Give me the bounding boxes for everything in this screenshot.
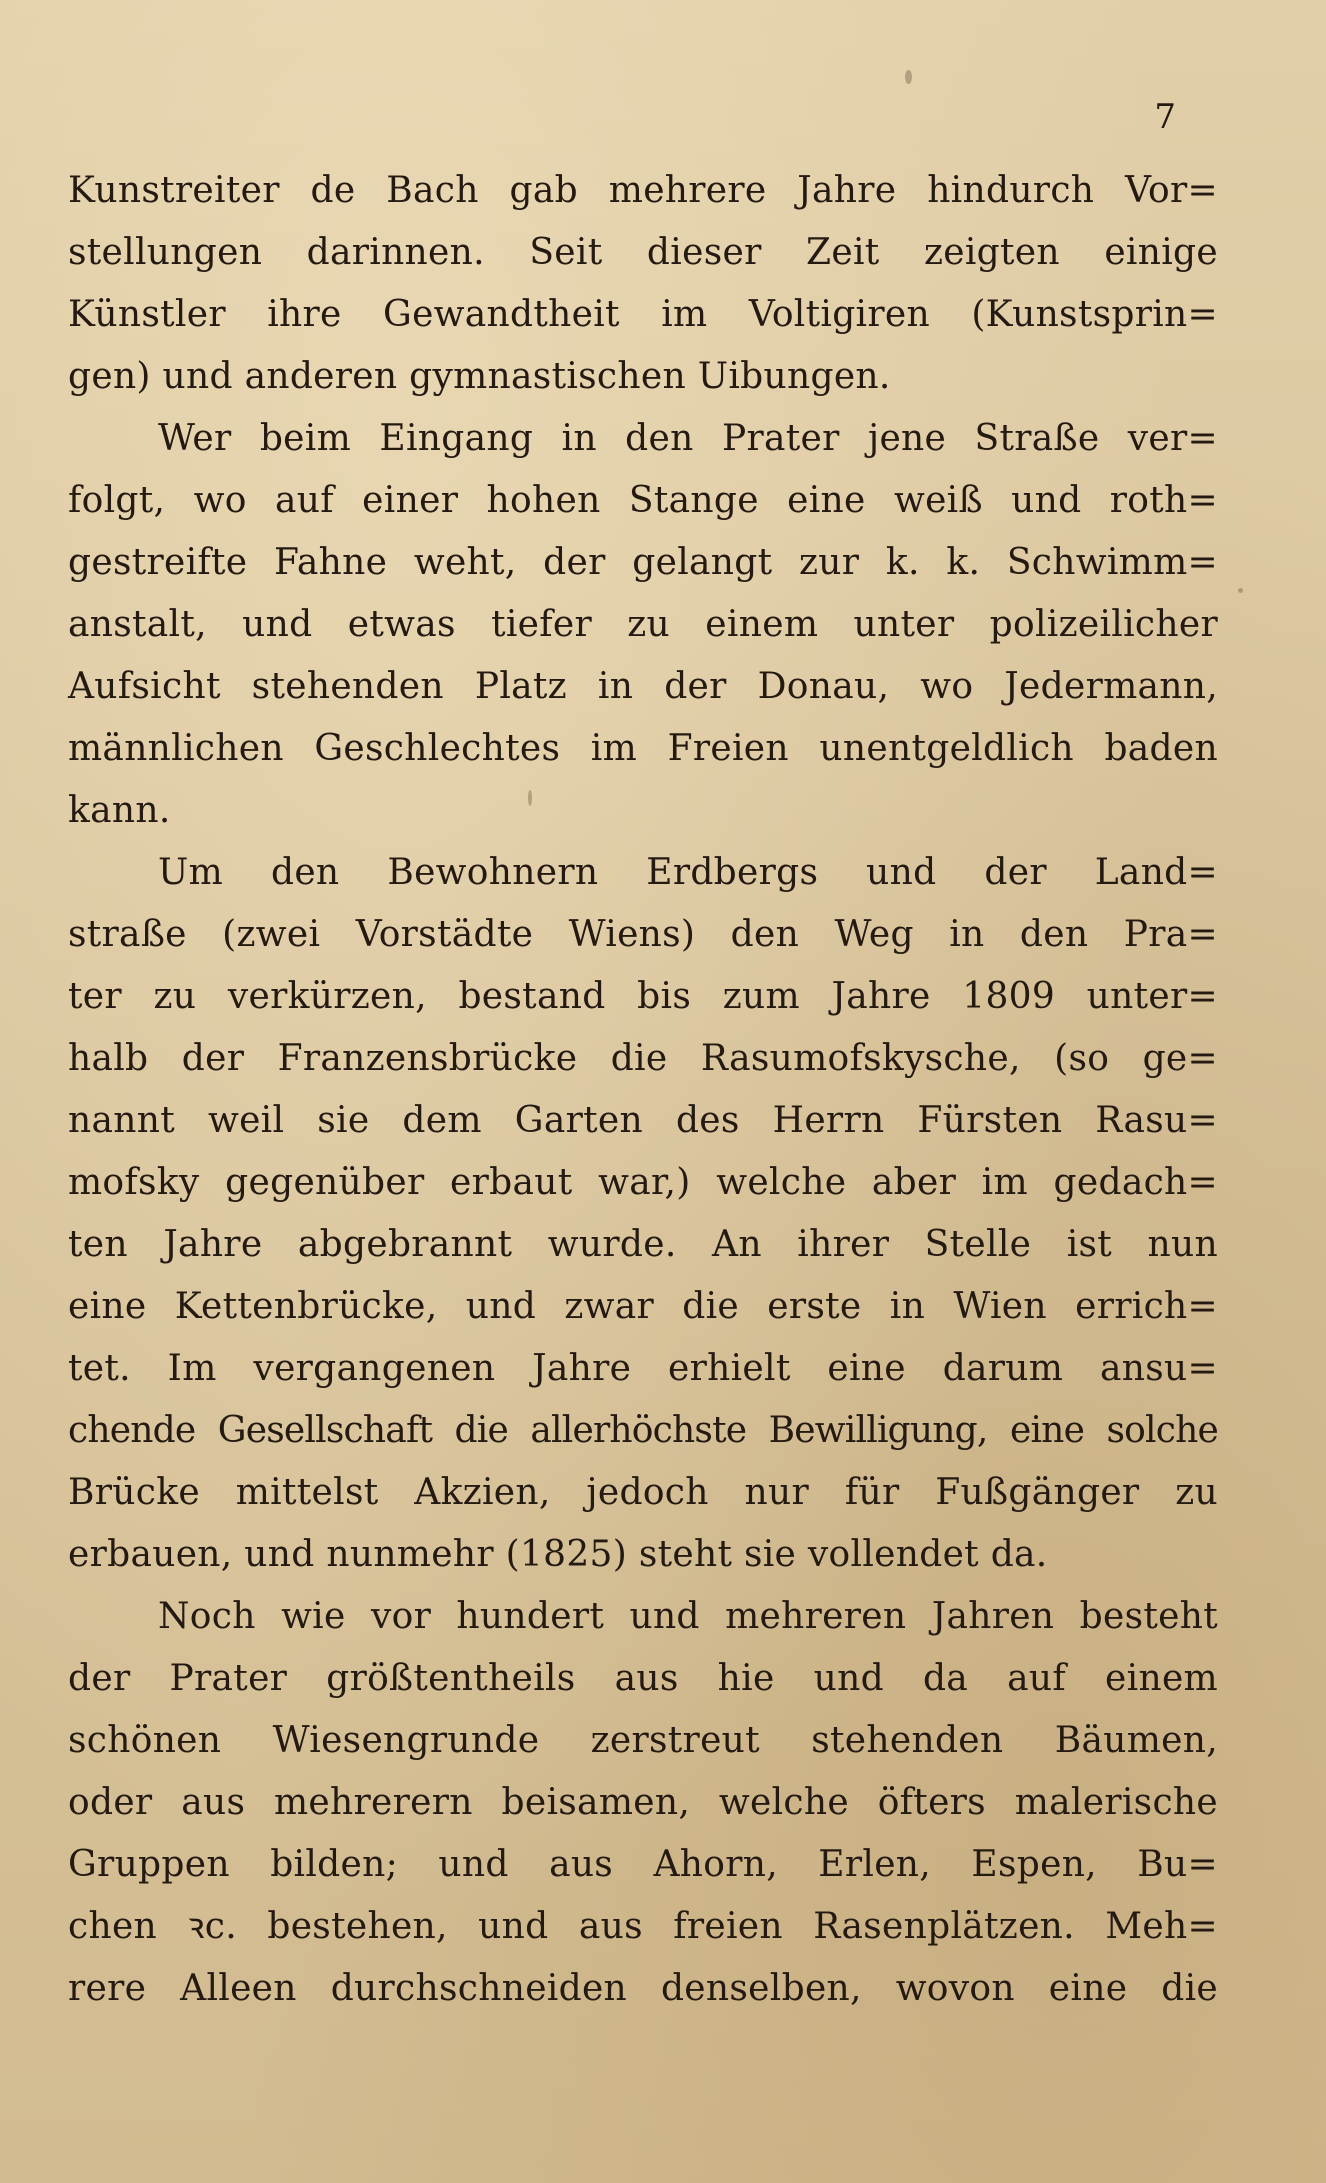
text-line: straße (zwei Vorstädte Wiens) den Weg in den Pra= [68, 914, 1218, 955]
paragraph-start-line: Wer beim Eingang in den Prater jene Straße ver= [158, 418, 1218, 459]
text-line: nannt weil sie dem Garten des Herrn Fürsten Rasu= [68, 1100, 1218, 1141]
page-number: 7 [1154, 97, 1176, 137]
text-line: Gruppen bilden; und aus Ahorn, Erlen, Espen, Bu= [68, 1844, 1218, 1885]
text-line: erbauen, und nunmehr (1825) steht sie vollendet da. [68, 1534, 1048, 1575]
paragraph-start-line: Noch wie vor hundert und mehreren Jahren besteht [158, 1596, 1218, 1637]
body-text [68, 160, 1218, 2020]
text-line: männlichen Geschlechtes im Freien unentgeldlich baden [68, 728, 1218, 769]
text-line: tet. Im vergangenen Jahre erhielt eine darum ansu= [68, 1348, 1218, 1389]
text-line: gen) und anderen gymnastischen Uibungen. [68, 356, 891, 397]
text-line: kann. [68, 790, 171, 831]
text-line: Aufsicht stehenden Platz in der Donau, wo Jedermann, [68, 666, 1218, 707]
text-line: gestreifte Fahne weht, der gelangt zur k. k. Schwimm= [68, 542, 1218, 583]
text-line: stellungen darinnen. Seit dieser Zeit zeigten einige [68, 232, 1218, 273]
text-line: rere Alleen durchschneiden denselben, wovon eine die [68, 1968, 1218, 2009]
ink-spot [905, 70, 912, 84]
text-line: mofsky gegenüber erbaut war,) welche aber im gedach= [68, 1162, 1218, 1203]
text-line: folgt, wo auf einer hohen Stange eine weiß und roth= [68, 480, 1218, 521]
paragraph-start-line: Um den Bewohnern Erdbergs und der Land= [158, 852, 1218, 893]
text-line: halb der Franzensbrücke die Rasumofskysche, (so ge= [68, 1038, 1218, 1079]
text-line: eine Kettenbrücke, und zwar die erste in Wien errich= [68, 1286, 1218, 1327]
text-line: ter zu verkürzen, bestand bis zum Jahre 1809 unter= [68, 976, 1218, 1017]
text-line: chen ꝛc. bestehen, und aus freien Rasenplätzen. Meh= [68, 1906, 1218, 1947]
text-line: ten Jahre abgebrannt wurde. An ihrer Stelle ist nun [68, 1224, 1218, 1265]
text-line: der Prater größtentheils aus hie und da auf einem [68, 1658, 1218, 1699]
text-line: schönen Wiesengrunde zerstreut stehenden Bäumen, [68, 1720, 1218, 1761]
text-line: Brücke mittelst Akzien, jedoch nur für Fußgänger zu [68, 1472, 1218, 1513]
text-line: Kunstreiter de Bach gab mehrere Jahre hindurch Vor= [68, 170, 1218, 211]
text-line: Künstler ihre Gewandtheit im Voltigiren (Kunstsprin= [68, 294, 1218, 335]
text-line: oder aus mehrerern beisamen, welche öfters malerische [68, 1782, 1218, 1823]
ink-spot [1238, 588, 1243, 593]
text-line: anstalt, und etwas tiefer zu einem unter polizeilicher [68, 604, 1218, 645]
text-line: chende Gesellschaft die allerhöchste Bewilligung, eine solche [68, 1410, 1218, 1451]
